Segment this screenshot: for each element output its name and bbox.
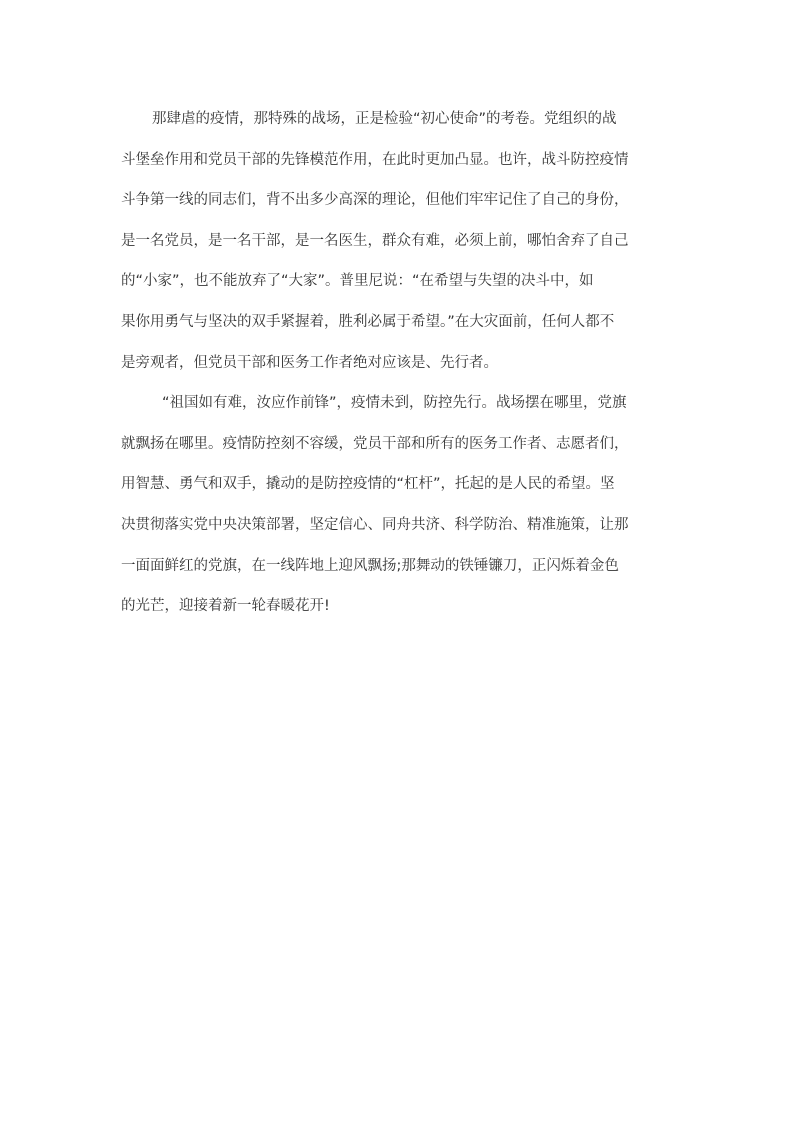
paragraph-2-line-5: 一面面鲜红的党旗，在一线阵地上迎风飘扬;那舞动的铁锤镰刀，正闪烁着金色: [121, 557, 619, 574]
paragraph-1-line-4: 是一名党员，是一名干部，是一名医生，群众有难，必须上前，哪怕舍弃了自己: [121, 232, 629, 249]
paragraph-2-line-4: 决贯彻落实党中央决策部署，坚定信心、同舟共济、科学防治、精准施策，让那: [121, 516, 629, 533]
paragraph-1-line-1: 那肆虐的疫情，那特殊的战场，正是检验“初心使命”的考卷。党组织的战: [152, 111, 617, 127]
paragraph-1-line-3: 斗争第一线的同志们，背不出多少高深的理论，但他们牢牢记住了自己的身份，: [121, 192, 629, 209]
paragraph-1-line-5: 的“小家”，也不能放弃了“大家”。普里尼说：“在希望与失望的决斗中，如: [121, 273, 594, 290]
paragraph-1-line-6: 果你用勇气与坚决的双手紧握着，胜利必属于希望。”在大灾面前，任何人都不: [121, 313, 615, 330]
paragraph-2-line-6: 的光芒，迎接着新一轮春暖花开!: [121, 598, 330, 615]
paragraph-2-line-2: 就飘扬在哪里。疫情防控刻不容缓，党员干部和所有的医务工作者、志愿者们，: [121, 435, 629, 452]
document-body: [121, 104, 689, 632]
paragraph-1-line-2: 斗堡垒作用和党员干部的先锋模范作用，在此时更加凸显。也许，战斗防控疫情: [121, 151, 629, 168]
paragraph-2-line-3: 用智慧、勇气和双手，撬动的是防控疫情的“杠杆”，托起的是人民的希望。坚: [121, 476, 615, 493]
paragraph-1-line-7: 是旁观者，但党员干部和医务工作者绝对应该是、先行者。: [121, 354, 498, 371]
paragraph-2-line-1: “祖国如有难，汝应作前锋”，疫情未到，防控先行。战场摆在哪里，党旗: [162, 395, 627, 412]
